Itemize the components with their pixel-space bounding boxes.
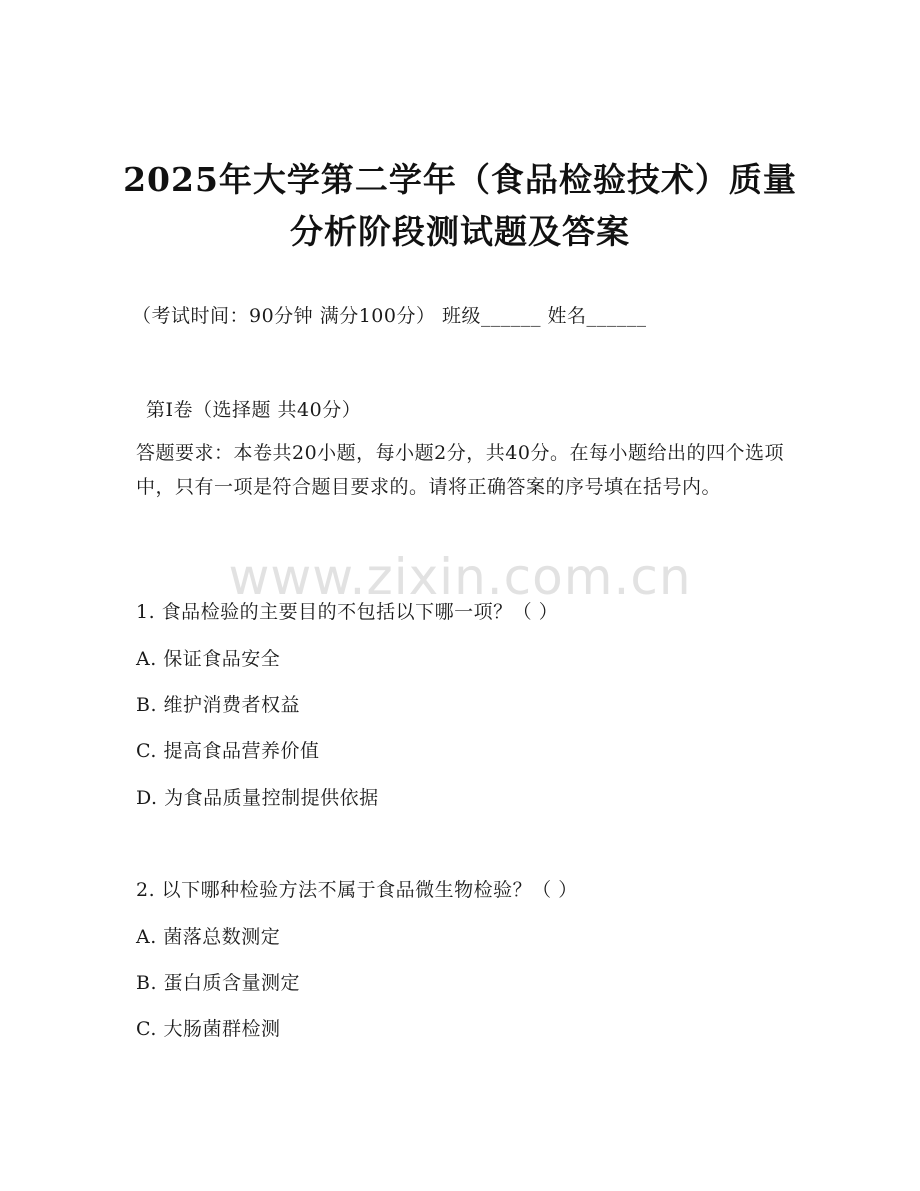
document-title-line-1: 2025年大学第二学年（食品检验技术）质量 (123, 160, 797, 199)
question-1-stem: 1. 食品检验的主要目的不包括以下哪一项？（ ） (136, 601, 559, 623)
question-2-option-c: C. 大肠菌群检测 (136, 1018, 281, 1040)
question-2-option-b: B. 蛋白质含量测定 (136, 972, 301, 994)
instructions: 答题要求：本卷共20小题，每小题2分，共40分。在每小题给出的四个选项中，只有一项是符合题目要求的。请将正确答案的序号填在括号内。 (136, 442, 784, 498)
exam-info: （考试时间：90分钟 满分100分） 班级______ 姓名______ (132, 305, 647, 327)
question-1-option-a: A. 保证食品安全 (136, 648, 281, 670)
watermark: www.zixin.com.cn (228, 548, 692, 606)
question-2-option-a: A. 菌落总数测定 (136, 926, 281, 948)
question-1-option-c: C. 提高食品营养价值 (136, 740, 320, 762)
document-title-line-2: 分析阶段测试题及答案 (290, 212, 630, 251)
question-1-option-d: D. 为食品质量控制提供依据 (136, 787, 379, 809)
question-2-stem: 2. 以下哪种检验方法不属于食品微生物检验？（ ） (136, 879, 578, 901)
section-heading: 第I卷（选择题 共40分） (146, 399, 362, 421)
question-1-option-b: B. 维护消费者权益 (136, 694, 301, 716)
